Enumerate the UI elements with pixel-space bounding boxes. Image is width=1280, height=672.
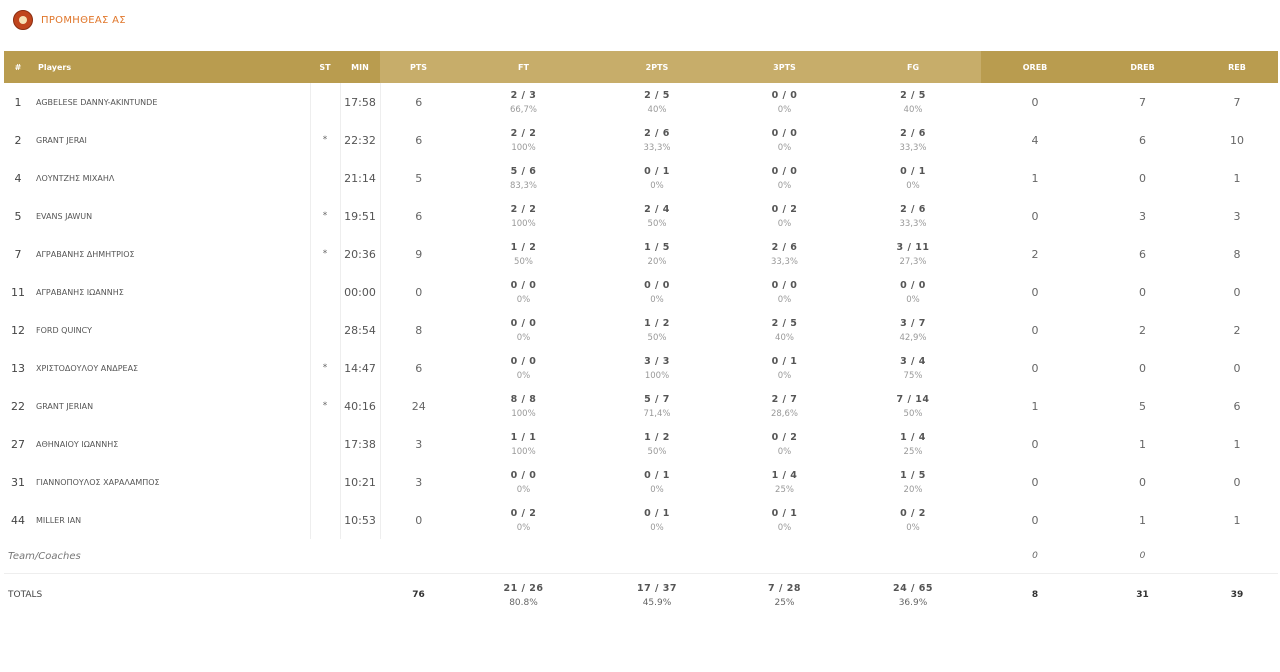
player-ft [457, 349, 590, 387]
player-p3-pct: 40% [775, 332, 794, 343]
player-p2-made: 1 / 5 [644, 241, 670, 253]
player-fg [845, 501, 981, 539]
player-fg-made: 1 / 5 [900, 469, 926, 481]
player-minutes: 14:47 [340, 349, 380, 387]
player-starter-mark [310, 425, 340, 463]
table-row [4, 159, 1278, 197]
player-name[interactable]: MILLER IAN [32, 501, 310, 539]
player-oreb: 0 [1031, 437, 1039, 451]
player-p3 [724, 387, 845, 425]
player-oreb: 1 [1031, 399, 1039, 413]
player-p2-made: 0 / 1 [644, 507, 670, 519]
team-header [13, 9, 126, 31]
player-fg-made: 7 / 14 [896, 393, 930, 405]
player-minutes: 17:58 [340, 83, 380, 121]
player-starter-mark [310, 83, 340, 121]
player-rows [4, 83, 1278, 539]
player-reb: 3 [1233, 209, 1241, 223]
player-p3-pct: 0% [777, 446, 792, 457]
player-p2 [590, 311, 724, 349]
player-reb: 0 [1233, 475, 1241, 489]
header-pts: PTS [380, 51, 457, 83]
player-p2-pct: 0% [650, 180, 664, 191]
player-minutes: 10:53 [340, 501, 380, 539]
table-row [4, 197, 1278, 235]
player-ft [457, 311, 590, 349]
player-fg-pct: 33,3% [899, 218, 927, 229]
player-fg-pct: 20% [903, 484, 923, 495]
player-p3-made: 0 / 1 [771, 507, 798, 519]
player-fg [845, 273, 981, 311]
player-dreb: 5 [1139, 399, 1146, 413]
totals-ft-pct: 80.8% [509, 597, 538, 608]
player-name[interactable]: ΑΓΡΑΒΑΝΗΣ ΙΩΑΝΝΗΣ [32, 273, 310, 311]
player-minutes: 17:38 [340, 425, 380, 463]
player-name[interactable]: AGBELESE DANNY-AKINTUNDE [32, 83, 310, 121]
totals-3pts-made: 7 / 28 [768, 582, 801, 594]
player-ft [457, 83, 590, 121]
player-number: 44 [11, 513, 25, 527]
player-p2-made: 0 / 1 [644, 469, 670, 481]
player-fg-made: 2 / 6 [900, 203, 926, 215]
player-fg-pct: 75% [903, 370, 923, 381]
player-starter-mark [310, 273, 340, 311]
player-p2-pct: 0% [650, 484, 664, 495]
player-number: 5 [14, 209, 22, 223]
player-p3-made: 0 / 1 [771, 355, 798, 367]
player-ft-pct: 100% [511, 218, 536, 229]
player-points: 5 [415, 171, 423, 185]
player-ft [457, 501, 590, 539]
player-ft [457, 159, 590, 197]
player-starter-mark: * [310, 235, 340, 273]
player-p3 [724, 463, 845, 501]
player-dreb: 6 [1139, 133, 1146, 147]
player-fg-made: 0 / 1 [900, 165, 926, 177]
player-points: 0 [415, 513, 423, 527]
totals-label: TOTALS [4, 574, 380, 617]
table-row [4, 273, 1278, 311]
player-p2 [590, 159, 724, 197]
player-p3-made: 0 / 2 [771, 431, 798, 443]
totals-3pts [724, 574, 845, 617]
player-ft-pct: 0% [516, 370, 531, 381]
totals-2pts [590, 574, 724, 617]
header-oreb: OREB [981, 51, 1089, 83]
team-oreb: 0 [1032, 551, 1038, 561]
player-ft-made: 0 / 0 [510, 355, 537, 367]
totals-2pts-made: 17 / 37 [636, 582, 678, 594]
player-fg-pct: 27,3% [899, 256, 927, 267]
player-name[interactable]: ΛΟΥΝΤΖΗΣ ΜΙΧΑΗΛ [32, 159, 310, 197]
player-ft [457, 387, 590, 425]
header-row [4, 51, 1278, 83]
player-minutes: 19:51 [340, 197, 380, 235]
player-fg-pct: 33,3% [899, 142, 927, 153]
player-number: 31 [11, 475, 25, 489]
header-num: # [4, 51, 32, 83]
player-minutes: 40:16 [340, 387, 380, 425]
player-name[interactable]: ΧΡΙΣΤΟΔΟΥΛΟΥ ΑΝΔΡΕΑΣ [32, 349, 310, 387]
player-fg-pct: 40% [903, 104, 923, 115]
player-p3-pct: 0% [777, 180, 792, 191]
player-ft-pct: 50% [514, 256, 533, 267]
player-minutes: 21:14 [340, 159, 380, 197]
player-p3-pct: 0% [777, 370, 792, 381]
player-dreb: 3 [1139, 209, 1146, 223]
player-dreb: 1 [1139, 437, 1146, 451]
player-oreb: 0 [1031, 475, 1039, 489]
player-p2-made: 3 / 3 [644, 355, 670, 367]
player-p3-made: 1 / 4 [771, 469, 798, 481]
player-minutes: 22:32 [340, 121, 380, 159]
player-p2-pct: 71,4% [643, 408, 671, 419]
totals-fg [845, 574, 981, 617]
player-starter-mark [310, 159, 340, 197]
player-p2-pct: 40% [647, 104, 667, 115]
totals-fg-pct: 36.9% [898, 597, 928, 608]
player-fg-pct: 0% [906, 294, 920, 305]
player-name[interactable]: ΓΙΑΝΝΟΠΟΥΛΟΣ ΧΑΡΑΛΑΜΠΟΣ [32, 463, 310, 501]
player-ft-made: 8 / 8 [510, 393, 537, 405]
player-ft-made: 2 / 2 [510, 127, 537, 139]
team-dreb: 0 [1139, 551, 1146, 561]
player-fg [845, 121, 981, 159]
player-oreb: 0 [1031, 513, 1039, 527]
player-ft [457, 463, 590, 501]
player-name[interactable]: FORD QUINCY [32, 311, 310, 349]
player-dreb: 7 [1139, 95, 1146, 109]
totals-pts: 76 [380, 574, 457, 617]
player-ft [457, 235, 590, 273]
player-p3 [724, 197, 845, 235]
team-coaches-label: Team/Coaches [8, 550, 81, 562]
player-p3-pct: 0% [777, 142, 792, 153]
player-number: 13 [11, 361, 25, 375]
player-ft-pct: 83,3% [509, 180, 537, 191]
player-ft-pct: 0% [516, 294, 531, 305]
team-name[interactable]: ΠΡΟΜΗΘΕΑΣ ΑΣ [41, 14, 126, 26]
player-fg-made: 2 / 5 [900, 89, 926, 101]
player-reb: 8 [1233, 247, 1241, 261]
player-fg [845, 311, 981, 349]
player-ft-made: 1 / 2 [510, 241, 537, 253]
player-p3-made: 0 / 0 [771, 165, 798, 177]
totals-dreb: 31 [1089, 574, 1196, 617]
player-reb: 6 [1233, 399, 1241, 413]
player-minutes: 00:00 [340, 273, 380, 311]
player-fg [845, 349, 981, 387]
player-p2-pct: 0% [650, 522, 664, 533]
player-starter-mark [310, 463, 340, 501]
player-p2-made: 0 / 1 [644, 165, 670, 177]
table-row [4, 311, 1278, 349]
header-min: MIN [340, 51, 380, 83]
header-dreb: DREB [1089, 51, 1196, 83]
player-p3 [724, 501, 845, 539]
boxscore-table [4, 51, 1278, 616]
player-p2 [590, 501, 724, 539]
player-fg [845, 197, 981, 235]
player-name[interactable]: ΑΘΗΝΑΙΟΥ ΙΩΑΝΝΗΣ [32, 425, 310, 463]
player-minutes: 28:54 [340, 311, 380, 349]
player-points: 9 [415, 247, 423, 261]
player-name[interactable]: EVANS JAWUN [32, 197, 310, 235]
player-oreb: 0 [1031, 209, 1039, 223]
player-reb: 10 [1230, 133, 1244, 147]
player-fg [845, 235, 981, 273]
player-p3-pct: 33,3% [770, 256, 798, 267]
player-p3 [724, 235, 845, 273]
player-p2 [590, 387, 724, 425]
header-fg: FG [845, 51, 981, 83]
player-points: 6 [415, 133, 423, 147]
player-number: 4 [14, 171, 22, 185]
player-p3-pct: 25% [775, 484, 794, 495]
player-p3-pct: 0% [777, 522, 792, 533]
player-p2-pct: 100% [644, 370, 670, 381]
player-fg-pct: 42,9% [899, 332, 927, 343]
player-oreb: 1 [1031, 171, 1039, 185]
totals-row [4, 574, 1278, 617]
player-ft-pct: 100% [511, 446, 536, 457]
player-p3-made: 0 / 0 [771, 127, 798, 139]
player-p3-made: 0 / 2 [771, 203, 798, 215]
player-number: 2 [14, 133, 22, 147]
player-ft-made: 1 / 1 [510, 431, 537, 443]
player-p2-pct: 50% [647, 446, 667, 457]
table-row [4, 235, 1278, 273]
player-ft-pct: 66,7% [509, 104, 537, 115]
player-p3-made: 2 / 7 [771, 393, 798, 405]
table-row [4, 387, 1278, 425]
player-dreb: 0 [1139, 171, 1146, 185]
player-ft-made: 0 / 2 [510, 507, 537, 519]
player-p2-made: 0 / 0 [644, 279, 670, 291]
header-ft: FT [457, 51, 590, 83]
player-starter-mark [310, 311, 340, 349]
player-ft-made: 0 / 0 [510, 469, 537, 481]
header-2pts: 2PTS [590, 51, 724, 83]
player-starter-mark: * [310, 387, 340, 425]
player-p2-pct: 0% [650, 294, 664, 305]
player-starter-mark: * [310, 349, 340, 387]
player-points: 6 [415, 95, 423, 109]
player-points: 0 [415, 285, 423, 299]
totals-oreb: 8 [981, 574, 1089, 617]
player-p3 [724, 349, 845, 387]
table-row [4, 501, 1278, 539]
player-reb: 1 [1233, 437, 1241, 451]
player-ft [457, 197, 590, 235]
player-p2-made: 5 / 7 [644, 393, 670, 405]
header-3pts: 3PTS [724, 51, 845, 83]
player-dreb: 0 [1139, 361, 1146, 375]
table-row [4, 349, 1278, 387]
player-p3 [724, 425, 845, 463]
player-p3-made: 2 / 5 [771, 317, 798, 329]
player-number: 11 [11, 285, 25, 299]
player-p2-pct: 50% [647, 218, 667, 229]
player-ft-pct: 0% [516, 484, 531, 495]
player-reb: 1 [1233, 171, 1241, 185]
player-fg [845, 159, 981, 197]
player-p2-made: 1 / 2 [644, 431, 670, 443]
player-ft-made: 2 / 2 [510, 203, 537, 215]
totals-reb: 39 [1196, 574, 1278, 617]
totals-fg-made: 24 / 65 [892, 582, 934, 594]
player-oreb: 0 [1031, 95, 1039, 109]
player-reb: 0 [1233, 361, 1241, 375]
table-row [4, 463, 1278, 501]
player-p2 [590, 83, 724, 121]
player-p2 [590, 273, 724, 311]
player-number: 1 [14, 95, 22, 109]
player-fg [845, 83, 981, 121]
player-number: 27 [11, 437, 25, 451]
player-fg-made: 1 / 4 [900, 431, 926, 443]
totals-ft-made: 21 / 26 [503, 582, 544, 594]
player-ft-pct: 0% [516, 522, 531, 533]
player-minutes: 10:21 [340, 463, 380, 501]
player-ft-made: 2 / 3 [510, 89, 537, 101]
totals-2pts-pct: 45.9% [642, 597, 672, 608]
player-oreb: 0 [1031, 285, 1039, 299]
totals-ft [457, 574, 590, 617]
player-oreb: 0 [1031, 361, 1039, 375]
header-st: ST [310, 51, 340, 83]
player-starter-mark: * [310, 197, 340, 235]
player-p3-pct: 0% [777, 218, 792, 229]
header-players: Players [32, 51, 310, 83]
player-p3-made: 0 / 0 [771, 279, 798, 291]
player-p3-made: 0 / 0 [771, 89, 798, 101]
player-p2-made: 2 / 6 [644, 127, 670, 139]
player-fg-pct: 25% [903, 446, 923, 457]
table-row [4, 83, 1278, 121]
player-points: 3 [415, 475, 423, 489]
totals-3pts-pct: 25% [774, 597, 795, 608]
player-oreb: 4 [1031, 133, 1039, 147]
player-starter-mark [310, 501, 340, 539]
player-p3-made: 2 / 6 [771, 241, 798, 253]
player-ft-made: 0 / 0 [510, 317, 537, 329]
player-points: 3 [415, 437, 423, 451]
player-p2-pct: 33,3% [643, 142, 671, 153]
player-ft-pct: 100% [511, 142, 536, 153]
player-starter-mark: * [310, 121, 340, 159]
player-points: 8 [415, 323, 423, 337]
player-reb: 2 [1233, 323, 1241, 337]
player-name[interactable]: GRANT JERAI [32, 121, 310, 159]
table-row [4, 425, 1278, 463]
player-ft-made: 5 / 6 [510, 165, 537, 177]
team-reb [1196, 539, 1278, 574]
table-row [4, 121, 1278, 159]
player-points: 24 [411, 399, 426, 413]
player-oreb: 2 [1031, 247, 1039, 261]
player-fg-pct: 50% [903, 408, 923, 419]
player-reb: 1 [1233, 513, 1241, 527]
player-p2 [590, 235, 724, 273]
player-p3 [724, 121, 845, 159]
player-dreb: 0 [1139, 475, 1146, 489]
player-p2-made: 1 / 2 [644, 317, 670, 329]
player-p3 [724, 83, 845, 121]
player-p2 [590, 349, 724, 387]
player-p2 [590, 425, 724, 463]
player-ft [457, 273, 590, 311]
player-points: 6 [415, 361, 423, 375]
player-dreb: 1 [1139, 513, 1146, 527]
player-p3 [724, 311, 845, 349]
player-p2-pct: 50% [647, 332, 667, 343]
team-coaches-row [4, 539, 1278, 574]
player-ft-pct: 0% [516, 332, 531, 343]
team-logo-icon [13, 10, 33, 30]
player-ft [457, 425, 590, 463]
player-p2 [590, 463, 724, 501]
player-p2 [590, 197, 724, 235]
player-fg-pct: 0% [906, 522, 920, 533]
player-fg-made: 3 / 4 [900, 355, 926, 367]
player-p2-made: 2 / 5 [644, 89, 670, 101]
player-p2-made: 2 / 4 [644, 203, 670, 215]
player-p3-pct: 28,6% [770, 408, 798, 419]
player-dreb: 0 [1139, 285, 1146, 299]
player-reb: 7 [1233, 95, 1241, 109]
player-fg-made: 0 / 0 [900, 279, 926, 291]
player-number: 12 [11, 323, 25, 337]
player-name[interactable]: ΑΓΡΑΒΑΝΗΣ ΔΗΜΗΤΡΙΟΣ [32, 235, 310, 273]
player-p2-pct: 20% [647, 256, 667, 267]
player-fg-made: 3 / 7 [900, 317, 926, 329]
player-number: 7 [14, 247, 22, 261]
player-ft-pct: 100% [511, 408, 536, 419]
player-dreb: 2 [1139, 323, 1146, 337]
player-fg-made: 2 / 6 [900, 127, 926, 139]
player-p3 [724, 159, 845, 197]
player-fg-made: 0 / 2 [900, 507, 926, 519]
player-ft-made: 0 / 0 [510, 279, 537, 291]
player-fg [845, 463, 981, 501]
player-fg-pct: 0% [906, 180, 920, 191]
player-p3-pct: 0% [777, 104, 792, 115]
player-reb: 0 [1233, 285, 1241, 299]
player-fg-made: 3 / 11 [896, 241, 930, 253]
player-fg [845, 387, 981, 425]
player-dreb: 6 [1139, 247, 1146, 261]
player-ft [457, 121, 590, 159]
player-points: 6 [415, 209, 423, 223]
header-reb: REB [1196, 51, 1278, 83]
player-fg [845, 425, 981, 463]
player-p3 [724, 273, 845, 311]
player-oreb: 0 [1031, 323, 1039, 337]
player-p2 [590, 121, 724, 159]
player-name[interactable]: GRANT JERIAN [32, 387, 310, 425]
player-number: 22 [11, 399, 25, 413]
player-p3-pct: 0% [777, 294, 792, 305]
player-minutes: 20:36 [340, 235, 380, 273]
